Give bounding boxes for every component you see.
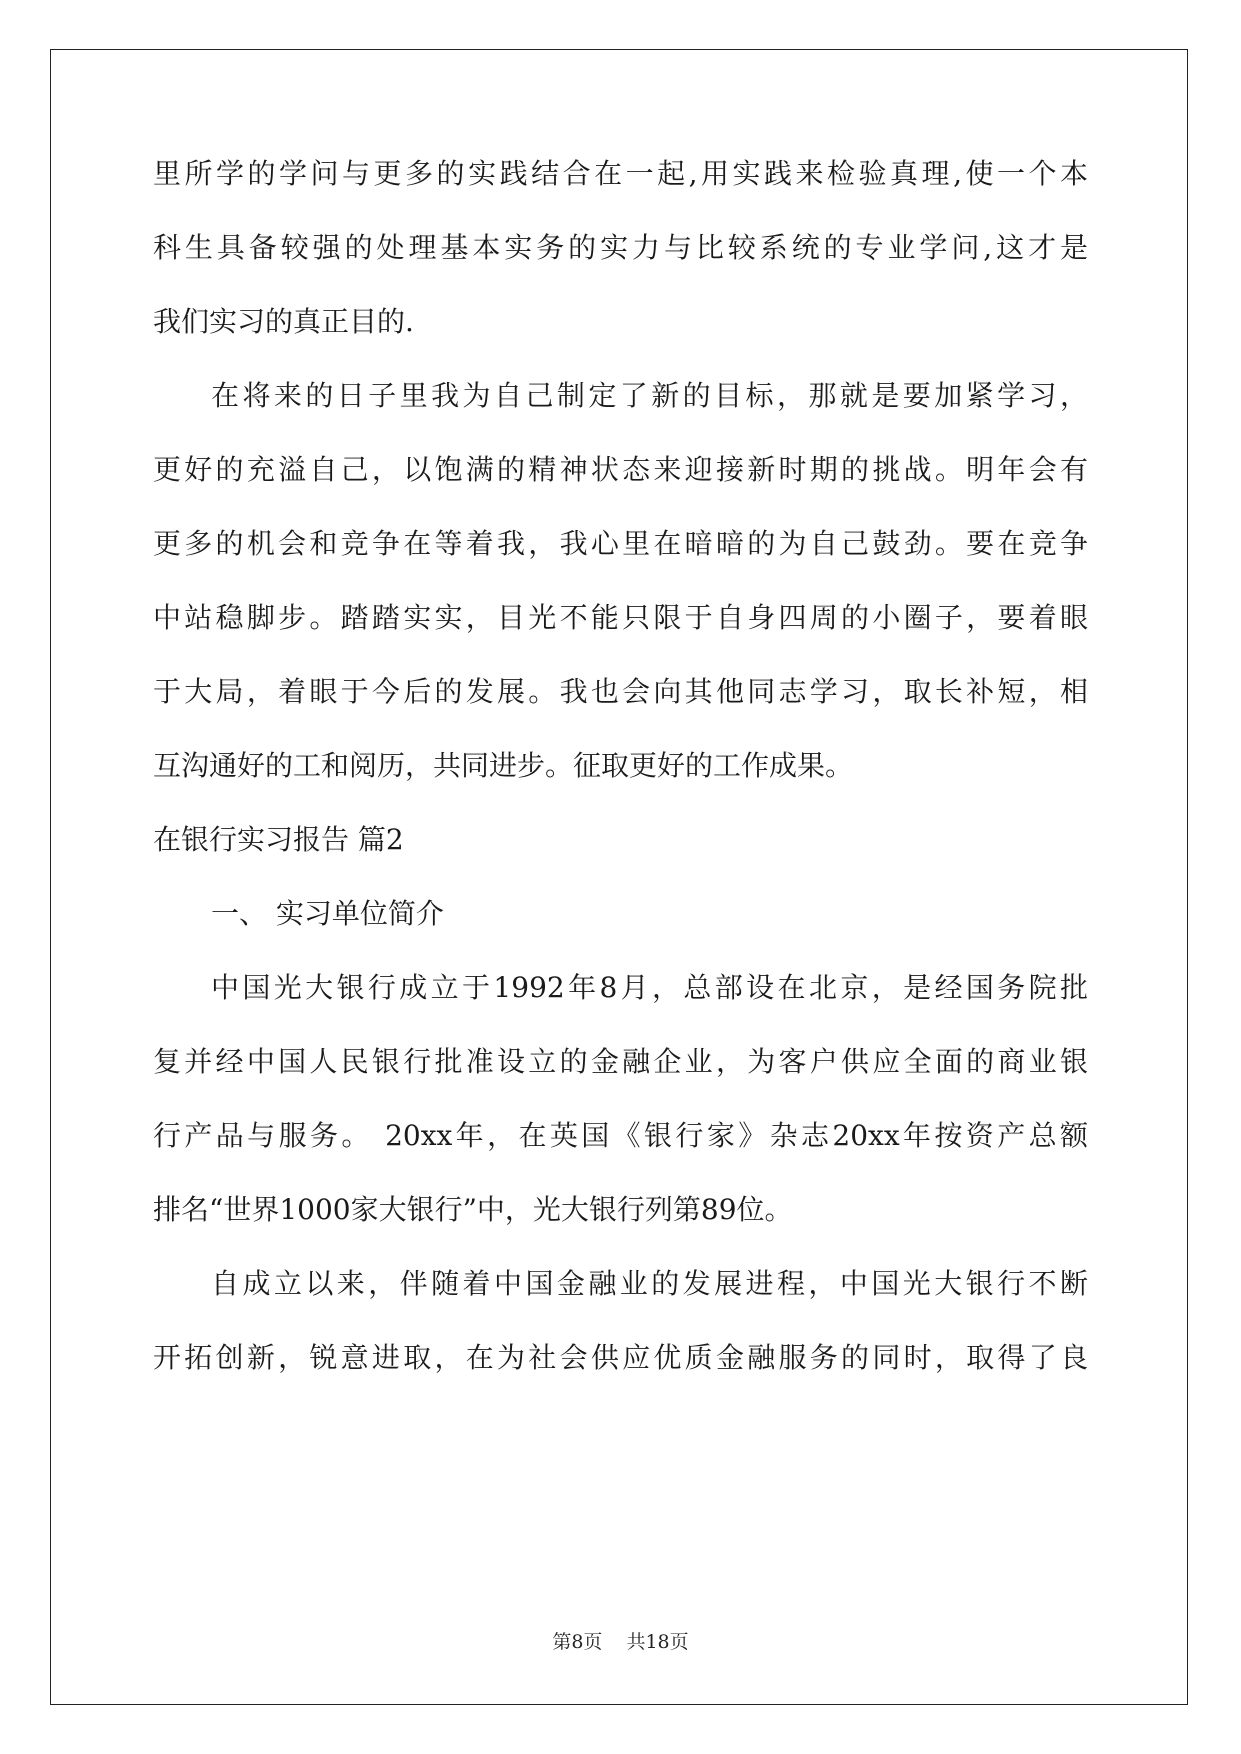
text-line: 我们实习的真正目的. — [153, 305, 414, 338]
text-line: 互沟通好的工和阅历，共同进步。征取更好的工作成果。 — [153, 749, 854, 782]
text-line: 在将来的日子里我为自己制定了新的目标，那就是要加紧学习， — [211, 379, 1088, 412]
text-line: 中站稳脚步。踏踏实实，目光不能只限于自身四周的小圈子，要着眼 — [153, 601, 1088, 634]
page-border — [50, 49, 1188, 1705]
subsection-heading: 一、 实习单位简介 — [211, 897, 444, 930]
text-line: 排名“世界1000家大银行”中，光大银行列第89位。 — [153, 1193, 793, 1226]
text-line: 开拓创新，锐意进取，在为社会供应优质金融服务的同时，取得了良 — [153, 1341, 1088, 1374]
page-footer — [0, 1627, 1241, 1654]
text-line: 中国光大银行成立于1992年8月，总部设在北京，是经国务院批 — [211, 971, 1088, 1004]
text-line: 复并经中国人民银行批准设立的金融企业，为客户供应全面的商业银 — [153, 1045, 1088, 1078]
text-line: 更好的充溢自己，以饱满的精神状态来迎接新时期的挑战。明年会有 — [153, 453, 1088, 486]
page-total: 共18页 — [626, 1631, 689, 1653]
page-number: 第8页 — [552, 1631, 603, 1653]
text-line: 行产品与服务。 20xx年，在英国《银行家》杂志20xx年按资产总额 — [153, 1119, 1088, 1152]
text-line: 自成立以来，伴随着中国金融业的发展进程，中国光大银行不断 — [211, 1267, 1088, 1300]
text-line: 更多的机会和竞争在等着我，我心里在暗暗的为自己鼓劲。要在竞争 — [153, 527, 1088, 560]
text-line: 于大局，着眼于今后的发展。我也会向其他同志学习，取长补短，相 — [153, 675, 1088, 708]
section-heading: 在银行实习报告 篇2 — [153, 823, 404, 856]
text-line: 科生具备较强的处理基本实务的实力与比较系统的专业学问,这才是 — [153, 231, 1088, 264]
text-line: 里所学的学问与更多的实践结合在一起,用实践来检验真理,使一个本 — [153, 157, 1088, 190]
